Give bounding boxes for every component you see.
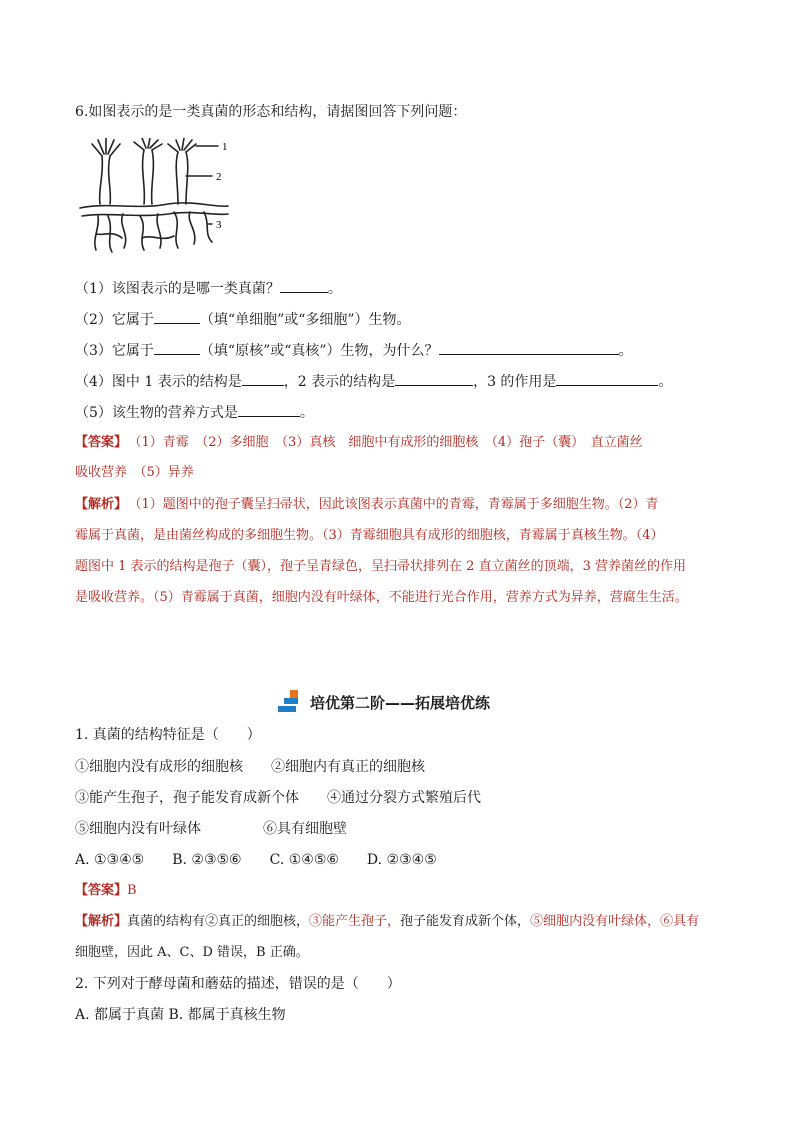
q6-analysis-line2: 霉属于真菌，是由菌丝构成的多细胞生物。（3）青霉细胞具有成形的细胞核，青霉属于真核生物。（4）: [75, 528, 664, 543]
answer-blank[interactable]: [439, 340, 619, 355]
q6-sub5: （5）该生物的营养方式是 。: [75, 402, 314, 423]
q6-answer-cont: 吸收营养 （5）异养: [75, 465, 194, 480]
option-2: ②细胞内有真正的细胞核: [271, 759, 425, 775]
section-icon: [278, 690, 308, 714]
option-3: ③能产生孢子，孢子能发育成新个体: [75, 790, 299, 806]
q1-options-row3: [75, 819, 347, 839]
answer-blank[interactable]: [242, 371, 284, 386]
q1-options-row1: [75, 757, 425, 777]
answer-blank[interactable]: [154, 309, 200, 324]
q6-sub2: （2）它属于 （填“单细胞”或“多细胞”）生物。: [75, 309, 411, 330]
q6-sub1: （1）该图表示的是哪一类真菌？ 。: [75, 278, 342, 299]
q2-options[interactable]: A. 都属于真菌 B. 都属于真核生物: [75, 1007, 286, 1023]
answer-blank[interactable]: [395, 371, 473, 386]
q1-analysis-line2: 细胞壁，因此 A、C、D 错误，B 正确。: [75, 945, 309, 960]
option-1: ①细胞内没有成形的细胞核: [75, 759, 243, 775]
q6-analysis-line3: 题图中 1 表示的结构是孢子（囊），孢子呈青绿色，呈扫帚状排列在 2 直立菌丝的顶端，3 营养菌丝的作用: [75, 559, 686, 574]
option-6: ⑥具有细胞壁: [263, 821, 347, 837]
q6-answer: 【答案】 （1）青霉 （2）多细胞 （3）真核 细胞中有成形的细胞核 （4）孢子（囊） 直立菌丝: [75, 435, 643, 450]
answer-blank[interactable]: [280, 278, 328, 293]
penicillium-figure: [78, 138, 258, 256]
q1-answer: 【答案】B: [75, 883, 137, 898]
q1-analysis: 【解析】真菌的结构有②真正的细胞核，③能产生孢子，孢子能发育成新个体，⑤细胞内没有叶绿体，⑥具有: [75, 914, 700, 929]
answer-blank[interactable]: [556, 371, 658, 386]
option-4: ④通过分裂方式繁殖后代: [327, 790, 481, 806]
q6-sub4: （4）图中 1 表示的结构是 ，2 表示的结构是 ，3 的作用是 。: [75, 371, 672, 392]
q6-analysis-line4: 是吸收营养。（5）青霉属于真菌，细胞内没有叶绿体，不能进行光合作用，营养方式为异养，营腐生生活。: [75, 590, 688, 605]
section-title: 培优第二阶——拓展培优练: [310, 694, 491, 712]
q1-choices[interactable]: A. ①③④⑤ B. ②③⑤⑥ C. ①④⑤⑥ D. ②③④⑤: [75, 852, 437, 868]
option-5: ⑤细胞内没有叶绿体: [75, 821, 201, 837]
figure-label-3: 3: [216, 219, 222, 231]
q1-stem: 1. 真菌的结构特征是（ ）: [75, 727, 261, 743]
q6-sub3: （3）它属于 （填“原核”或“真核”）生物，为什么？ 。: [75, 340, 633, 361]
answer-blank[interactable]: [154, 340, 200, 355]
q2-stem: 2. 下列对于酵母菌和蘑菇的描述，错误的是（ ）: [75, 976, 401, 992]
q6-title: 6.如图表示的是一类真菌的形态和结构，请据图回答下列问题：: [75, 104, 467, 120]
answer-blank[interactable]: [238, 402, 300, 417]
figure-label-1: 1: [222, 141, 228, 153]
q6-analysis: 【解析】 （1）题图中的孢子囊呈扫帚状，因此该图表示真菌中的青霉，青霉属于多细胞生物。（2）青: [75, 497, 659, 512]
q1-options-row2: [75, 788, 481, 808]
figure-label-2: 2: [216, 171, 222, 183]
